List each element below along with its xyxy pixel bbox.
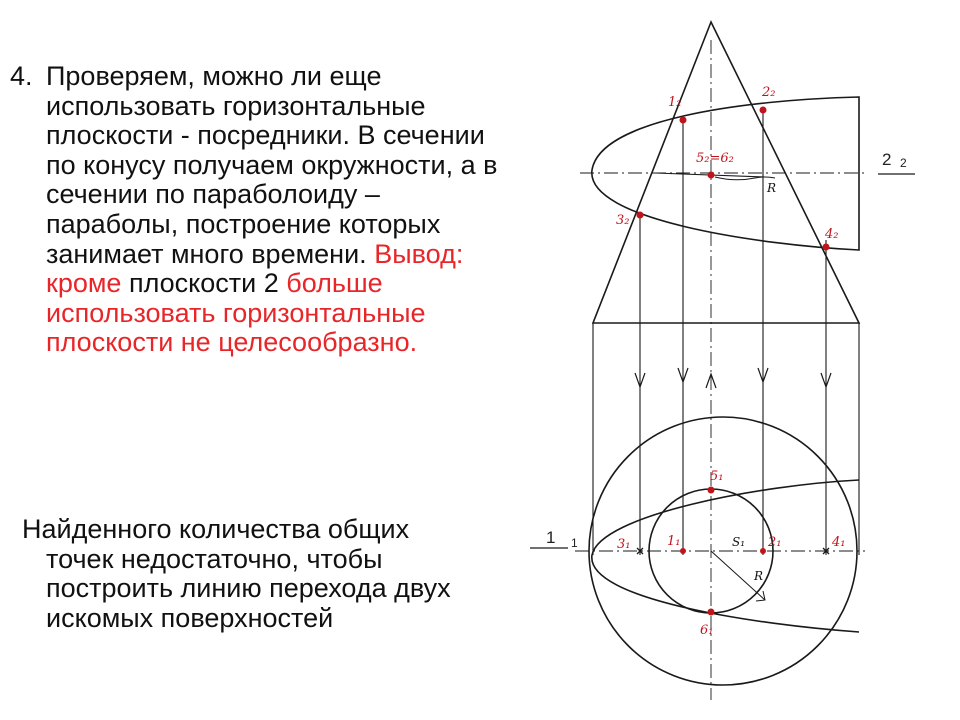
plane-1-label: 1 <box>546 528 556 547</box>
point-3-front <box>637 212 644 219</box>
label-3-top: 3₁ <box>617 537 631 552</box>
label-2-front: 2₂ <box>762 85 776 100</box>
paragraph-text: Проверяем, можно ли еще использовать горизонтальные плоскости - посредники. В сечении по конусу получаем окружности, а в сечении по параболоиду – параболы, построение которых занимает много времени. <box>46 61 498 269</box>
point-5-6-front <box>708 172 715 179</box>
point-6-top <box>708 609 715 616</box>
plane-1-sub: 1 <box>571 536 578 550</box>
plane-2-label: 2 <box>882 150 892 169</box>
cone-front <box>593 22 859 323</box>
final-paragraph <box>22 515 512 633</box>
label-6-top: 6₁ <box>700 623 714 638</box>
label-s-top: S₁ <box>732 535 746 549</box>
point-4-front <box>823 244 830 251</box>
label-5-top: 5₁ <box>710 469 724 484</box>
point-1-top <box>680 548 686 554</box>
label-4-top: 4₁ <box>832 535 846 550</box>
point-5-top <box>708 487 715 494</box>
label-2-top: 2₁ <box>768 535 782 550</box>
plane-2-sub: 2 <box>900 156 907 170</box>
point-1-front <box>680 117 687 124</box>
construction-drawing <box>520 0 960 720</box>
label-1-front: 1₂ <box>668 95 682 110</box>
label-4-front: 4₂ <box>825 227 839 242</box>
list-number: 4. <box>10 61 33 91</box>
point-2-front <box>760 107 767 114</box>
conclusion-red-2: больше использовать горизонтальные плоскости не целесообразно. <box>46 268 426 358</box>
radius-label-top: R <box>754 569 764 583</box>
paraboloid-front <box>592 97 859 250</box>
label-3-front: 3₂ <box>616 213 630 228</box>
final-line-1: Найденного количества общих <box>22 514 410 544</box>
main-paragraph <box>46 62 516 358</box>
point-2-top <box>760 548 766 554</box>
conclusion-black: плоскости 2 <box>128 268 279 299</box>
label-1-top: 1₁ <box>667 534 681 549</box>
conclusion-red-1: Вывод: кроме <box>46 238 464 299</box>
radius-label-front: R <box>767 181 777 195</box>
label-5-6-front: 5₂=6₂ <box>696 151 734 166</box>
paraboloid-top <box>592 480 859 632</box>
final-rest: точек недостаточно, чтобы построить линию перехода двух искомых поверхностей <box>46 543 451 633</box>
radius-brace <box>715 177 775 180</box>
